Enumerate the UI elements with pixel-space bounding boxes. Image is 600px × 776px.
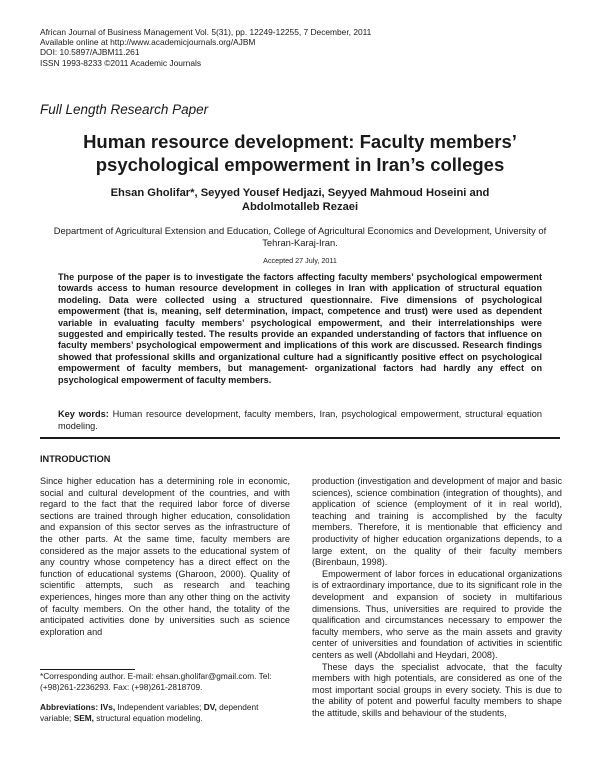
issn: ISSN 1993-8233 ©2011 Academic Journals [40, 57, 202, 68]
journal-header [40, 27, 371, 68]
journal-citation: African Journal of Business Management Vol. 5(31), pp. 12249-12255, 7 December, 2011 [40, 27, 372, 37]
affiliation: Department of Agricultural Extension and Education, College of Agricultural Economics and Development, University of Tehran-Karaj-Iran. [53, 225, 547, 248]
section-heading-introduction: INTRODUCTION [40, 454, 111, 464]
authors-line-1: Ehsan Gholifar*, Seyyed Yousef Hedjazi, Seyyed Mahmoud Hoseini and [110, 187, 490, 199]
abbrev-iv-text: Independent variables; [117, 702, 202, 712]
keywords [58, 408, 542, 432]
abbreviations [40, 702, 292, 724]
title-line-1: Human resource development: Faculty members’ [83, 131, 517, 152]
authors-line-2: Abdolmotalleb Rezaei [241, 201, 359, 213]
doi: DOI: 10.5897/AJBM11.261 [40, 47, 140, 58]
intro-paragraph-3: These days the specialist advocate, that the faculty members with high potentials, are considered as one of the most important social groups in every society. This is due to the ability of potent and powerful faculty members to shape the attitude, skills and behaviour of the students, [312, 661, 562, 718]
section-divider [40, 437, 560, 439]
right-column [312, 476, 562, 719]
paper-title [40, 130, 560, 176]
left-column [40, 476, 290, 638]
abbrev-iv-key: IVs, [100, 702, 116, 712]
intro-paragraph-2: Empowerment of labor forces in educational organizations is of extraordinary importance, due to its significant role in the development and expansion of society in multifarious dimensions. Thus, universities are required to provide the qualification and circumstances necessary to empower the faculty members, who serve as the main assets and gravity center of universities and foundation of activities in scientific centers as well (Abdollahi and Heydari, 2008). [312, 568, 562, 660]
abbrev-dv-text: dependent variable; [40, 702, 259, 723]
intro-paragraph-continued: production (investigation and development of major and basic sciences), science combination (integration of thoughts), and application of science (employment of it in real world), teaching and training is accomplished by the faculty members. Therefore, it is mentionable that efficiency and productivity of higher education organizations depends, to a large extent, on the quality of their faculty members (Birenbaun, 1998). [312, 476, 562, 568]
corresponding-author-footnote: *Corresponding author. E-mail: ehsan.gholifar@gmail.com. Tel: (+98)261-2236293. Fax: (+98)261-2818709. [40, 671, 272, 692]
abbrev-sem-text: structural equation modeling. [96, 712, 203, 723]
intro-paragraph-1: Since higher education has a determining role in economic, social and cultural development of the countries, and with regard to the fact that the required labor force of diverse sections are trained through higher education, consolidation and expansion of this sector serves as the infrastructure of the other parts. At the same time, faculty members are considered as the major assets to the educational system of any country whose competency has a direct effect on the function of educational systems (Gharoon, 2000). Quality of scientific attempts, such as research and teaching experiences, hinges more than any other thing on the activity of faculty members. On the other hand, the totality of the anticipated activities done by universities such as science exploration and [40, 476, 290, 637]
abbrev-sem-key: SEM, [73, 712, 94, 723]
keywords-text: Human resource development, faculty members, Iran, psychological empowerment, structural equation modeling. [58, 409, 542, 431]
accepted-date: Accepted 27 July, 2011 [263, 256, 337, 265]
article-type: Full Length Research Paper [40, 102, 209, 117]
authors [40, 186, 560, 214]
abbreviations-label: Abbreviations: [40, 702, 99, 712]
abbrev-dv-key: DV, [203, 702, 217, 712]
keywords-label: Key words: [58, 409, 109, 419]
title-line-2: psychological empowerment in Iran’s colleges [95, 154, 505, 175]
abstract: The purpose of the paper is to investigate the factors affecting faculty members’ psychological empowerment towards access to human resource development in colleges in Iran with application of structural equation modeling. Data were collected using a structured questionnaire. Five dimensions of psychological empowerment (that is, meaning, self determination, impact, competence and trust) were used as dependent variable in evaluating faculty members’ psychological empowerment, and their interrelationships were suggested and empirically tested. The results provide an expanded understanding of factors that influence on faculty members’ psychological empowerment and implications of this work are discussed. Research findings showed that professional skills and organizational culture had a significantly positive effect on psychological empowerment of faculty members, but management- organizational factors had hardly any effect on psychological empowerment of faculty members. [58, 272, 542, 385]
footnote-rule [40, 669, 135, 670]
online-availability: Available online at http://www.academicjournals.org/AJBM [40, 37, 256, 48]
